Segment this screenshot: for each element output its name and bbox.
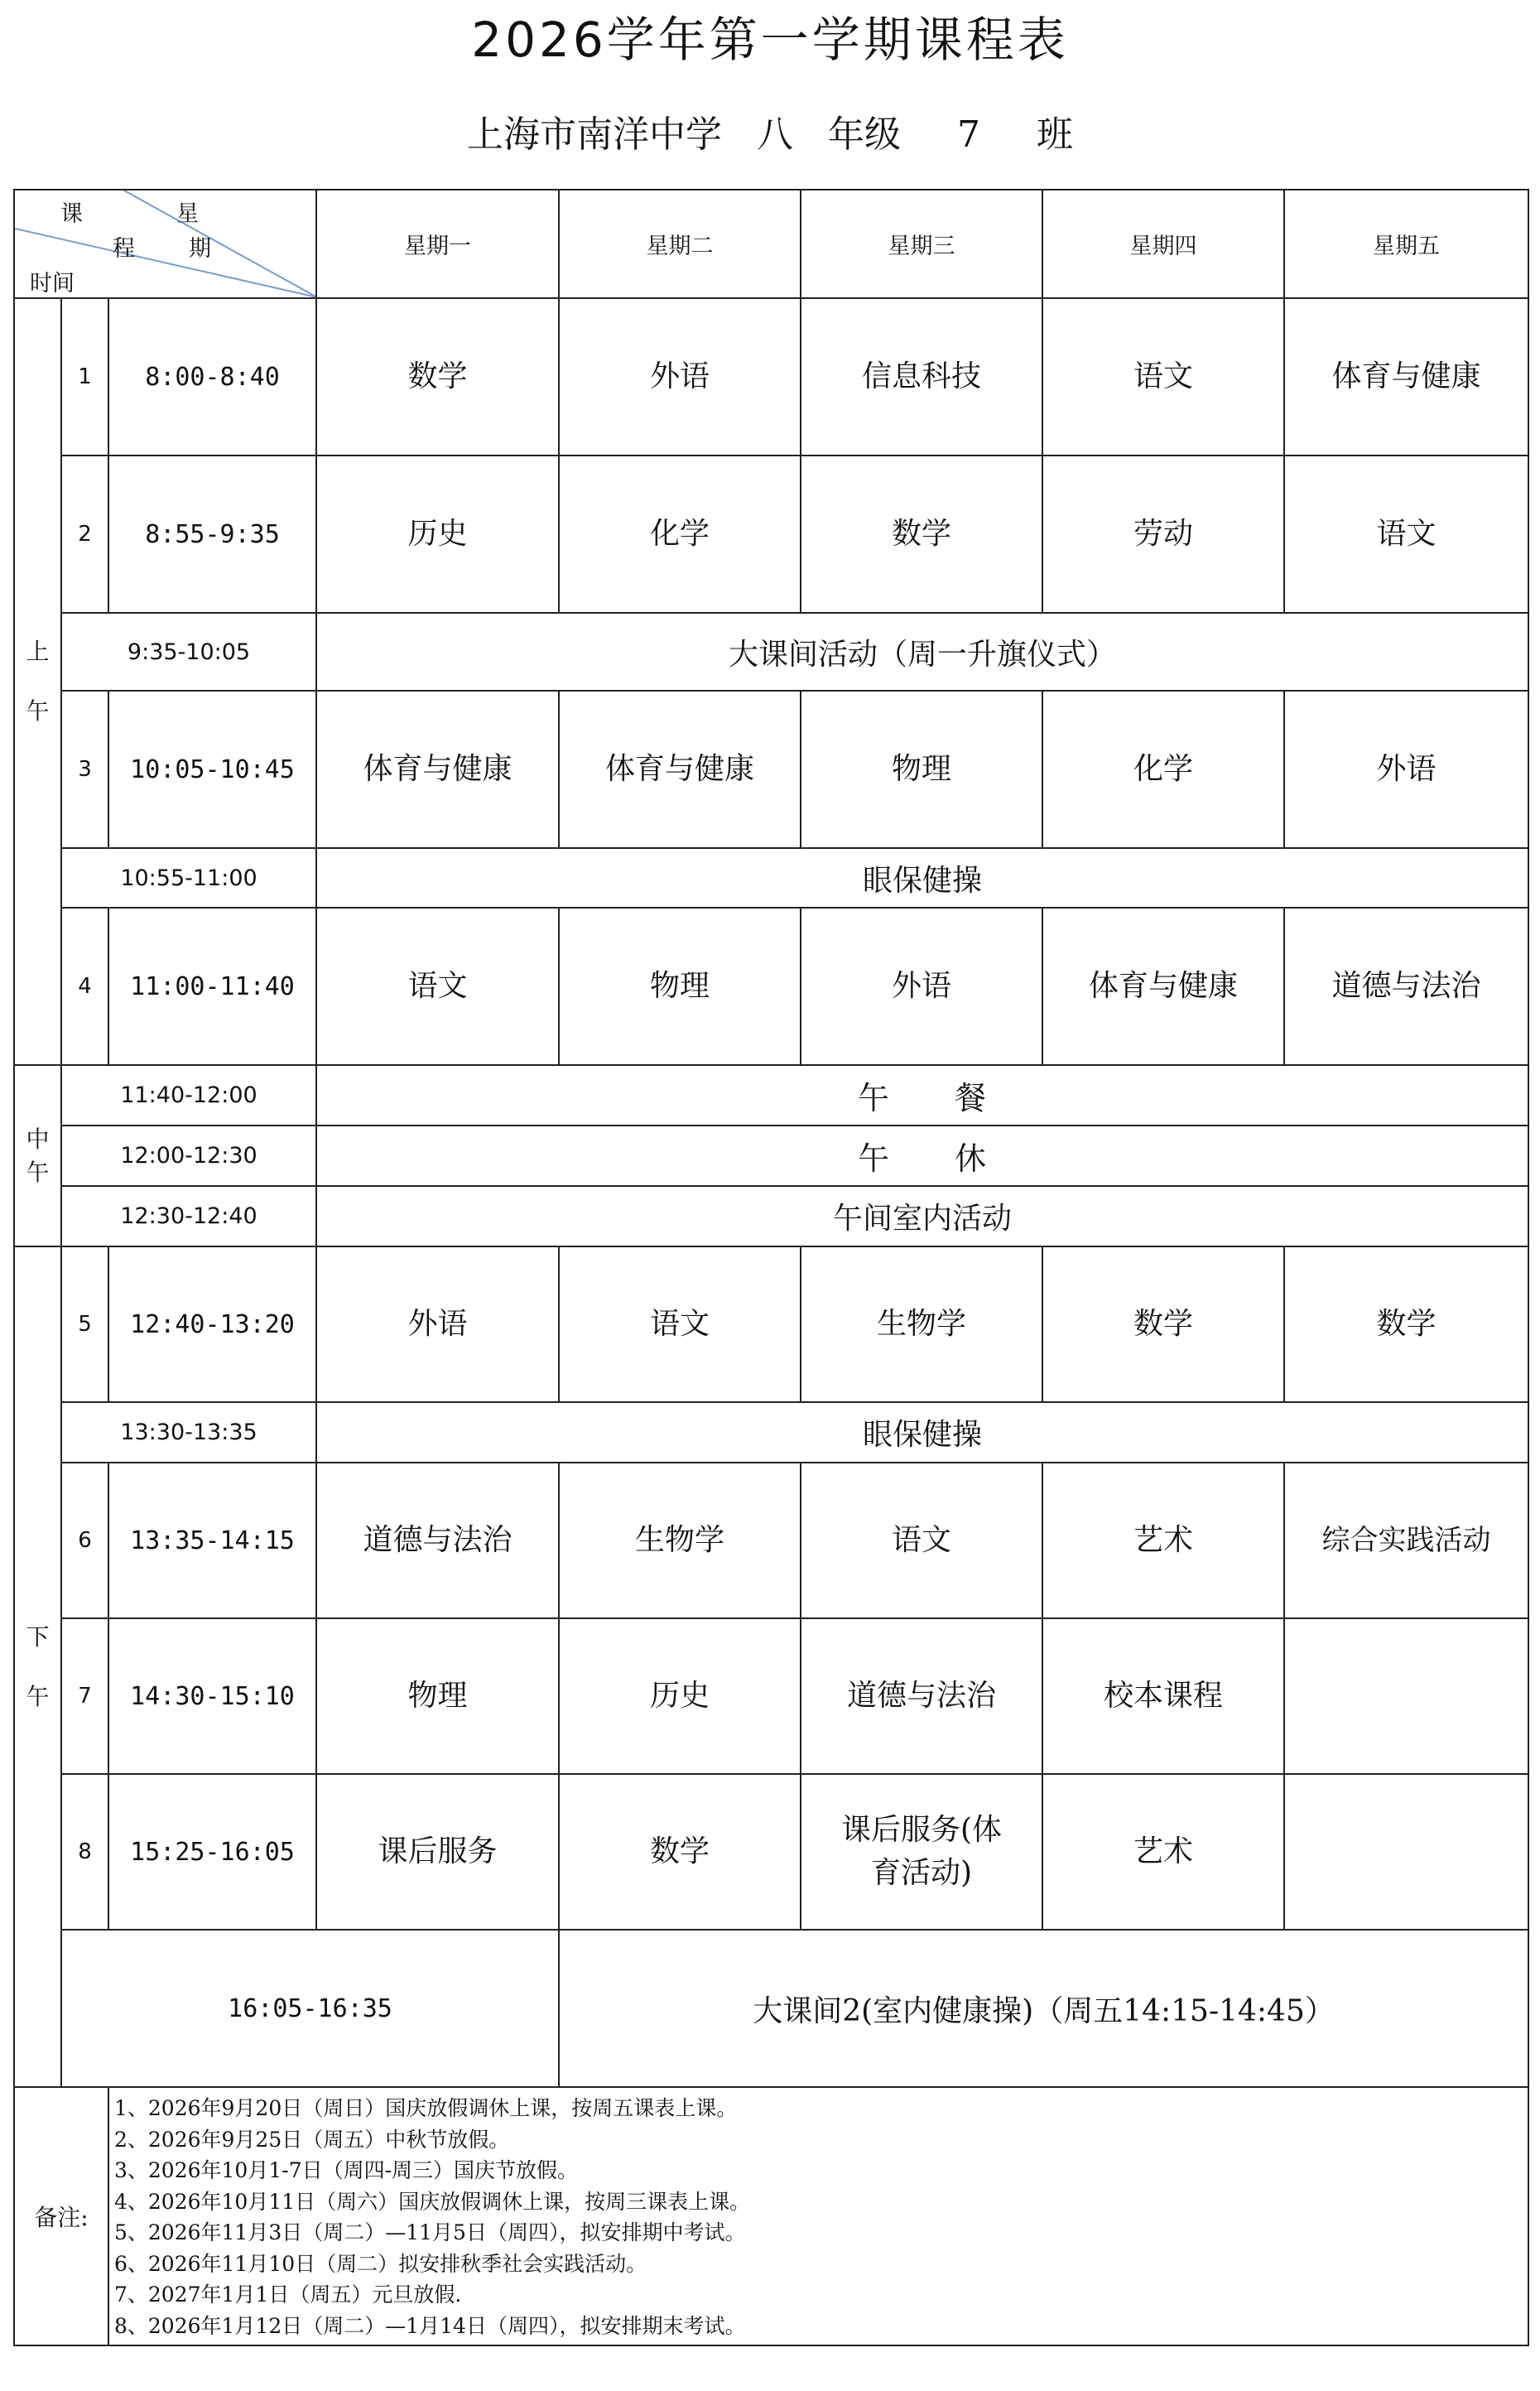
subject-cell: 语文 <box>1042 298 1284 456</box>
subject-cell: 数学 <box>1042 1246 1284 1402</box>
corner-qi: 期 <box>189 236 211 262</box>
period-number: 8 <box>61 1774 108 1930</box>
big-break-2-row <box>14 1930 1528 2087</box>
note-item: 4、2026年10月11日（周六）国庆放假调休上课，按周三课表上课。 <box>114 2189 751 2214</box>
day-header-tue: 星期二 <box>559 190 801 298</box>
subject-cell: 物理 <box>559 908 801 1065</box>
break-time: 12:00-12:30 <box>61 1126 316 1186</box>
eye-exercise-label: 眼保健操 <box>316 1402 1528 1463</box>
corner-cell <box>14 190 316 298</box>
period-time: 13:35-14:15 <box>108 1463 316 1618</box>
section-afternoon: 下 午 <box>14 1246 61 2087</box>
period-number: 6 <box>61 1463 108 1618</box>
section-morning: 上 午 <box>14 298 61 1065</box>
subject-cell: 道德与法治 <box>1284 908 1528 1065</box>
period-row-6 <box>14 1463 1528 1618</box>
break-time: 16:05-16:35 <box>61 1930 559 2087</box>
period-time: 15:25-16:05 <box>108 1774 316 1930</box>
subject-cell: 物理 <box>316 1618 559 1774</box>
day-header-mon: 星期一 <box>316 190 559 298</box>
grade-unit: 年级 <box>828 113 901 156</box>
break-time: 9:35-10:05 <box>61 613 316 691</box>
period-time: 11:00-11:40 <box>108 908 316 1065</box>
break-time: 13:30-13:35 <box>61 1402 316 1463</box>
eye-exercise-row-1 <box>14 848 1528 908</box>
subject-cell: 信息科技 <box>801 298 1042 456</box>
section-noon: 中 午 <box>14 1065 61 1246</box>
subject-cell: 外语 <box>559 298 801 456</box>
subject-cell: 道德与法治 <box>316 1463 559 1618</box>
lunch-row <box>14 1065 1528 1126</box>
note-item: 2、2026年9月25日（周五）中秋节放假。 <box>114 2127 510 2152</box>
nap-row <box>14 1126 1528 1186</box>
class-subtitle <box>0 106 1540 164</box>
grade: 八 <box>757 113 793 156</box>
period-number: 5 <box>61 1246 108 1402</box>
lunch-label: 午 餐 <box>316 1065 1528 1126</box>
corner-time: 时间 <box>30 271 75 296</box>
day-header-thu: 星期四 <box>1042 190 1284 298</box>
period-number: 2 <box>61 456 108 613</box>
subject-cell: 化学 <box>1042 691 1284 848</box>
corner-xing: 星 <box>176 201 199 227</box>
notes-row <box>14 2087 1528 2345</box>
note-item: 5、2026年11月3日（周二）—11月5日（周四），拟安排期中考试。 <box>114 2220 746 2244</box>
subject-cell: 体育与健康 <box>559 691 801 848</box>
period-number: 1 <box>61 298 108 456</box>
subject-cell: 历史 <box>559 1618 801 1774</box>
subject-cell <box>1284 1618 1528 1774</box>
period-time: 8:00-8:40 <box>108 298 316 456</box>
subject-cell: 物理 <box>801 691 1042 848</box>
period-row-8 <box>14 1774 1528 1930</box>
subject-cell: 课后服务 <box>316 1774 559 1930</box>
subject-cell: 艺术 <box>1042 1774 1284 1930</box>
subject-cell: 数学 <box>801 456 1042 613</box>
break-time: 12:30-12:40 <box>61 1186 316 1246</box>
subject-cell: 外语 <box>316 1246 559 1402</box>
noon-activity-row <box>14 1186 1528 1246</box>
subject-cell: 生物学 <box>559 1463 801 1618</box>
subject-cell: 外语 <box>1284 691 1528 848</box>
subject-cell: 语文 <box>316 908 559 1065</box>
period-time: 8:55-9:35 <box>108 456 316 613</box>
note-item: 3、2026年10月1-7日（周四-周三）国庆节放假。 <box>114 2158 579 2182</box>
corner-ke: 课 <box>60 201 83 227</box>
class-unit: 班 <box>1037 113 1073 156</box>
period-time: 14:30-15:10 <box>108 1618 316 1774</box>
period-row-2 <box>14 456 1528 613</box>
period-row-1 <box>14 298 1528 456</box>
subject-cell: 艺术 <box>1042 1463 1284 1618</box>
day-header-wed: 星期三 <box>801 190 1042 298</box>
eye-exercise-row-2 <box>14 1402 1528 1463</box>
period-number: 3 <box>61 691 108 848</box>
school-name: 上海市南洋中学 <box>467 113 722 156</box>
big-break-label: 大课间活动（周一升旗仪式） <box>316 613 1528 691</box>
note-item: 8、2026年1月12日（周二）—1月14日（周四），拟安排期末考试。 <box>114 2313 746 2338</box>
subject-cell: 生物学 <box>801 1246 1042 1402</box>
subject-cell <box>1284 1774 1528 1930</box>
subject-cell: 语文 <box>801 1463 1042 1618</box>
note-item: 7、2027年1月1日（周五）元旦放假. <box>114 2283 462 2307</box>
subject-cell: 化学 <box>559 456 801 613</box>
subject-cell: 体育与健康 <box>1042 908 1284 1065</box>
subject-cell: 数学 <box>316 298 559 456</box>
note-item: 1、2026年9月20日（周日）国庆放假调休上课，按周五课表上课。 <box>114 2096 738 2120</box>
subject-cell: 历史 <box>316 456 559 613</box>
noon-activity-label: 午间室内活动 <box>316 1186 1528 1246</box>
period-number: 4 <box>61 908 108 1065</box>
period-number: 7 <box>61 1618 108 1774</box>
subject-cell: 语文 <box>559 1246 801 1402</box>
period-row-3 <box>14 691 1528 848</box>
note-item: 6、2026年11月10日（周二）拟安排秋季社会实践活动。 <box>114 2251 647 2276</box>
day-header-fri: 星期五 <box>1284 190 1528 298</box>
period-row-5 <box>14 1246 1528 1402</box>
page-title: 2026学年第一学期课程表 <box>471 12 1069 68</box>
period-row-4 <box>14 908 1528 1065</box>
corner-cheng: 程 <box>113 236 135 262</box>
subject-cell: 外语 <box>801 908 1042 1065</box>
subject-cell: 体育与健康 <box>1284 298 1528 456</box>
timetable <box>13 189 1529 2346</box>
subject-cell: 语文 <box>1284 456 1528 613</box>
subject-cell: 数学 <box>1284 1246 1528 1402</box>
subject-cell: 课后服务(体育活动) <box>801 1774 1042 1930</box>
header-row <box>14 190 1528 298</box>
subject-cell: 道德与法治 <box>801 1618 1042 1774</box>
notes-label: 备注: <box>14 2087 108 2345</box>
period-row-7 <box>14 1618 1528 1774</box>
period-time: 12:40-13:20 <box>108 1246 316 1402</box>
subject-cell: 体育与健康 <box>316 691 559 848</box>
break-time: 10:55-11:00 <box>61 848 316 908</box>
subject-cell: 数学 <box>559 1774 801 1930</box>
eye-exercise-label: 眼保健操 <box>316 848 1528 908</box>
class-number: 7 <box>957 113 980 156</box>
subject-cell: 校本课程 <box>1042 1618 1284 1774</box>
nap-label: 午 休 <box>316 1126 1528 1186</box>
period-time: 10:05-10:45 <box>108 691 316 848</box>
big-break-2-label: 大课间2(室内健康操)（周五14:15-14:45） <box>559 1930 1528 2087</box>
big-break-row <box>14 613 1528 691</box>
subject-cell: 劳动 <box>1042 456 1284 613</box>
break-time: 11:40-12:00 <box>61 1065 316 1126</box>
subject-cell: 综合实践活动 <box>1284 1463 1528 1618</box>
notes-list <box>108 2087 1528 2345</box>
